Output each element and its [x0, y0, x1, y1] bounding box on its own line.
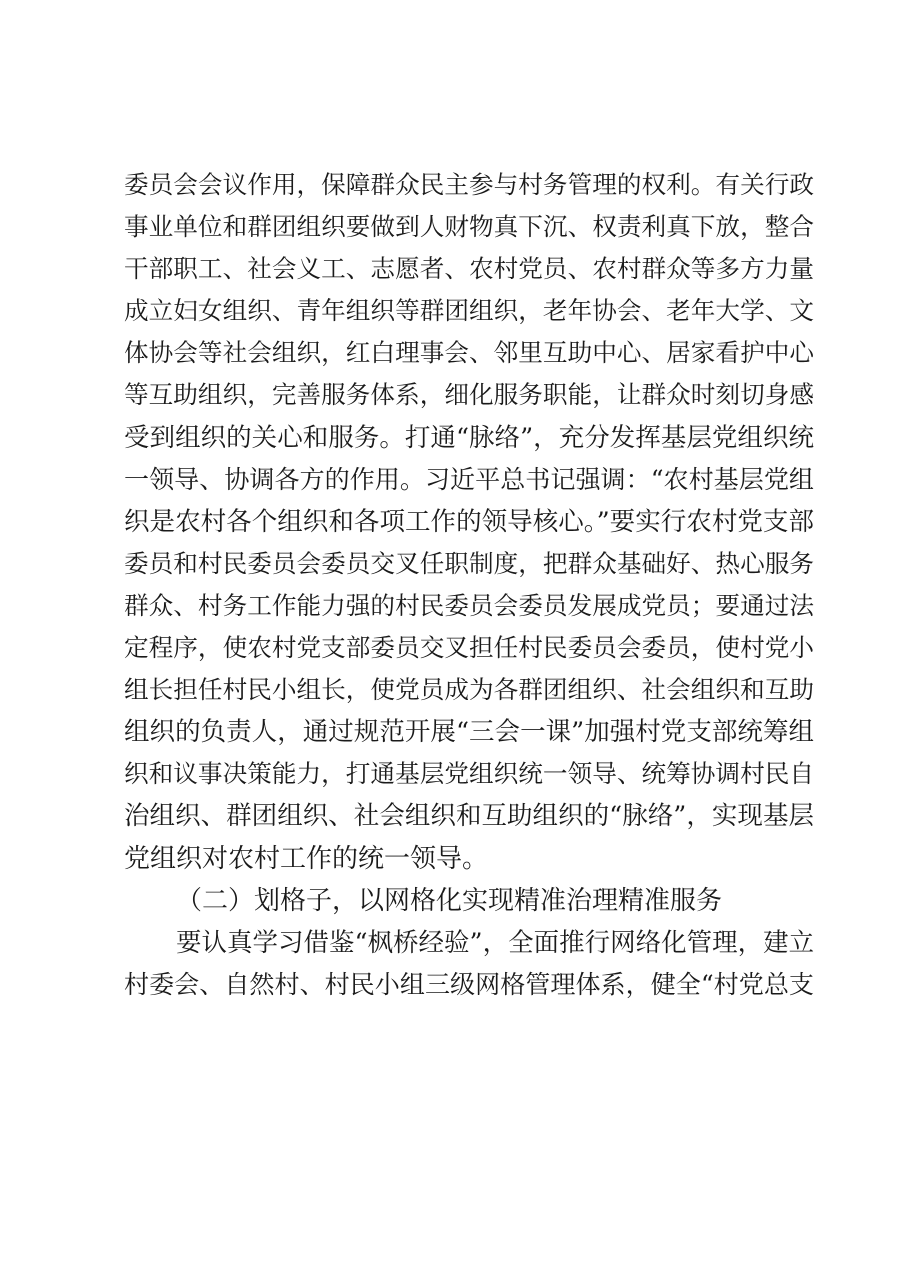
- paragraph-line: 党组织对农村工作的统一领导。: [124, 843, 489, 874]
- paragraph-line: 受到组织的关心和服务。打通“脉络”，充分发挥基层党组织统: [124, 422, 814, 453]
- section-heading: （二）划格子，以网格化实现精准治理精准服务: [176, 885, 723, 916]
- paragraph-line: 等互助组织，完善服务体系，细化服务职能，让群众时刻切身感: [124, 380, 814, 410]
- paragraph-line: 一领导、协调各方的作用。习近平总书记强调：“农村基层党组: [124, 464, 814, 494]
- paragraph-line: 事业单位和群团组织要做到人财物真下沉、权责利真下放，整合: [124, 212, 814, 242]
- paragraph-line: 组长担任村民小组长，使党员成为各群团组织、社会组织和互助: [124, 675, 814, 705]
- paragraph-line: 织是农村各个组织和各项工作的领导核心。”要实行农村党支部: [124, 506, 814, 537]
- paragraph-line: 织和议事决策能力，打通基层党组织统一领导、统筹协调村民自: [124, 759, 814, 789]
- paragraph-line: 体协会等社会组织，红白理事会、邻里互助中心、居家看护中心: [124, 338, 814, 368]
- paragraph-line: 组织的负责人，通过规范开展“三会一课”加强村党支部统筹组: [124, 717, 814, 748]
- document-body: [124, 164, 814, 1006]
- paragraph-line: 成立妇女组织、青年组织等群团组织，老年协会、老年大学、文: [124, 296, 814, 326]
- paragraph-line: 治组织、群团组织、社会组织和互助组织的“脉络”，实现基层: [124, 801, 814, 832]
- paragraph-line: 群众、村务工作能力强的村民委员会委员发展成党员；要通过法: [124, 590, 814, 620]
- paragraph-line: 定程序，使农村党支部委员交叉担任村民委员会委员，使村党小: [124, 633, 814, 663]
- paragraph-line: 要认真学习借鉴“枫桥经验”，全面推行网络化管理，建立: [176, 927, 815, 958]
- paragraph-line: 村委会、自然村、村民小组三级网格管理体系，健全“村党总支: [124, 969, 814, 999]
- paragraph-line: 委员会会议作用，保障群众民主参与村务管理的权利。有关行政: [124, 170, 814, 199]
- paragraph-line: 委员和村民委员会委员交叉任职制度，把群众基础好、热心服务: [124, 548, 814, 578]
- paragraph-line: 干部职工、社会义工、志愿者、农村党员、农村群众等多方力量: [124, 254, 814, 284]
